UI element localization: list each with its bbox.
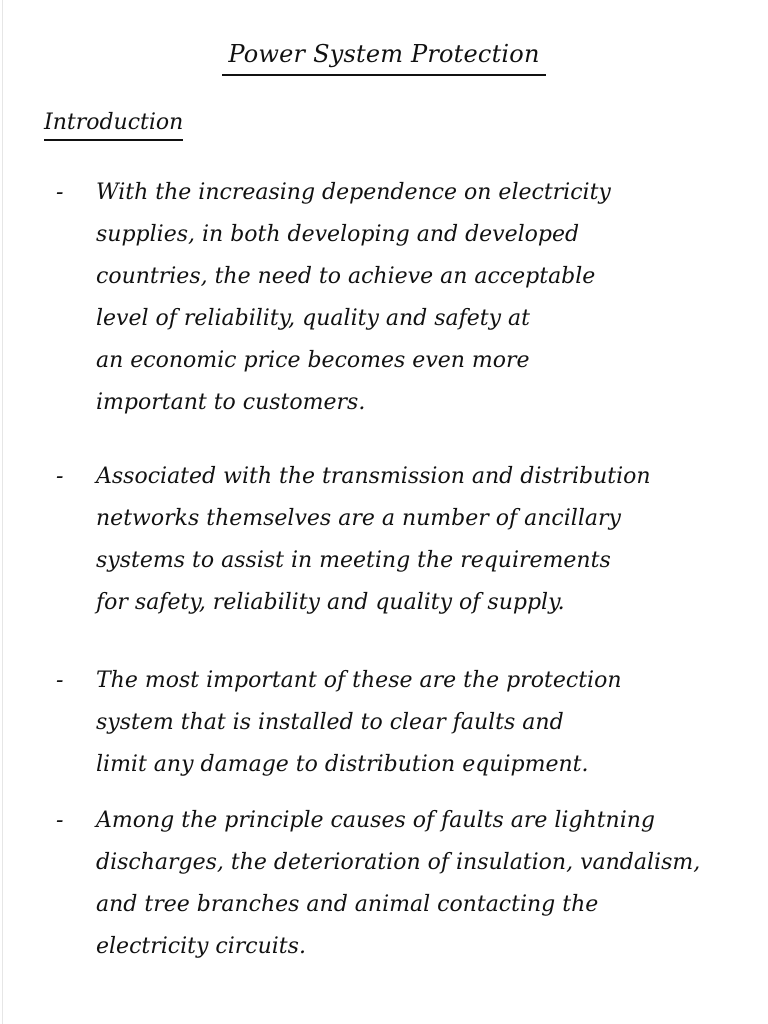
text-line: networks themselves are a number of ancillary [96,506,621,531]
bullet-text [96,660,736,786]
text-line: system that is installed to clear faults and [96,710,564,735]
bullet-text [96,800,736,968]
bullet-item [56,660,736,786]
text-line: for safety, reliability and quality of supply. [96,590,565,615]
page-edge [2,0,3,1024]
text-line: systems to assist in meeting the requirements [96,548,611,573]
bullet-dash: - [56,808,64,833]
bullet-item [56,456,736,624]
bullet-item [56,172,736,424]
text-line: discharges, the deterioration of insulation, vandalism, [96,850,701,875]
text-line: countries, the need to achieve an acceptable [96,264,596,289]
text-line: Associated with the transmission and distribution [96,464,651,489]
text-line: Among the principle causes of faults are lightning [96,808,655,833]
page-title [0,40,768,76]
bullet-dash: - [56,464,64,489]
page-title-text: Power System Protection [222,40,545,76]
text-line: an economic price becomes even more [96,348,530,373]
text-line: limit any damage to distribution equipment. [96,752,589,777]
bullet-item [56,800,736,968]
section-heading-introduction: Introduction [44,110,183,141]
bullet-dash: - [56,668,64,693]
bullet-dash: - [56,180,64,205]
bullet-text [96,456,736,624]
text-line: The most important of these are the protection [96,668,622,693]
bullet-text [96,172,736,424]
text-line: level of reliability, quality and safety at [96,306,531,331]
text-line: With the increasing dependence on electricity [96,180,611,205]
text-line: electricity circuits. [96,934,306,959]
text-line: and tree branches and animal contacting the [96,892,599,917]
text-line: supplies, in both developing and developed [96,222,580,247]
text-line: important to customers. [96,390,366,415]
